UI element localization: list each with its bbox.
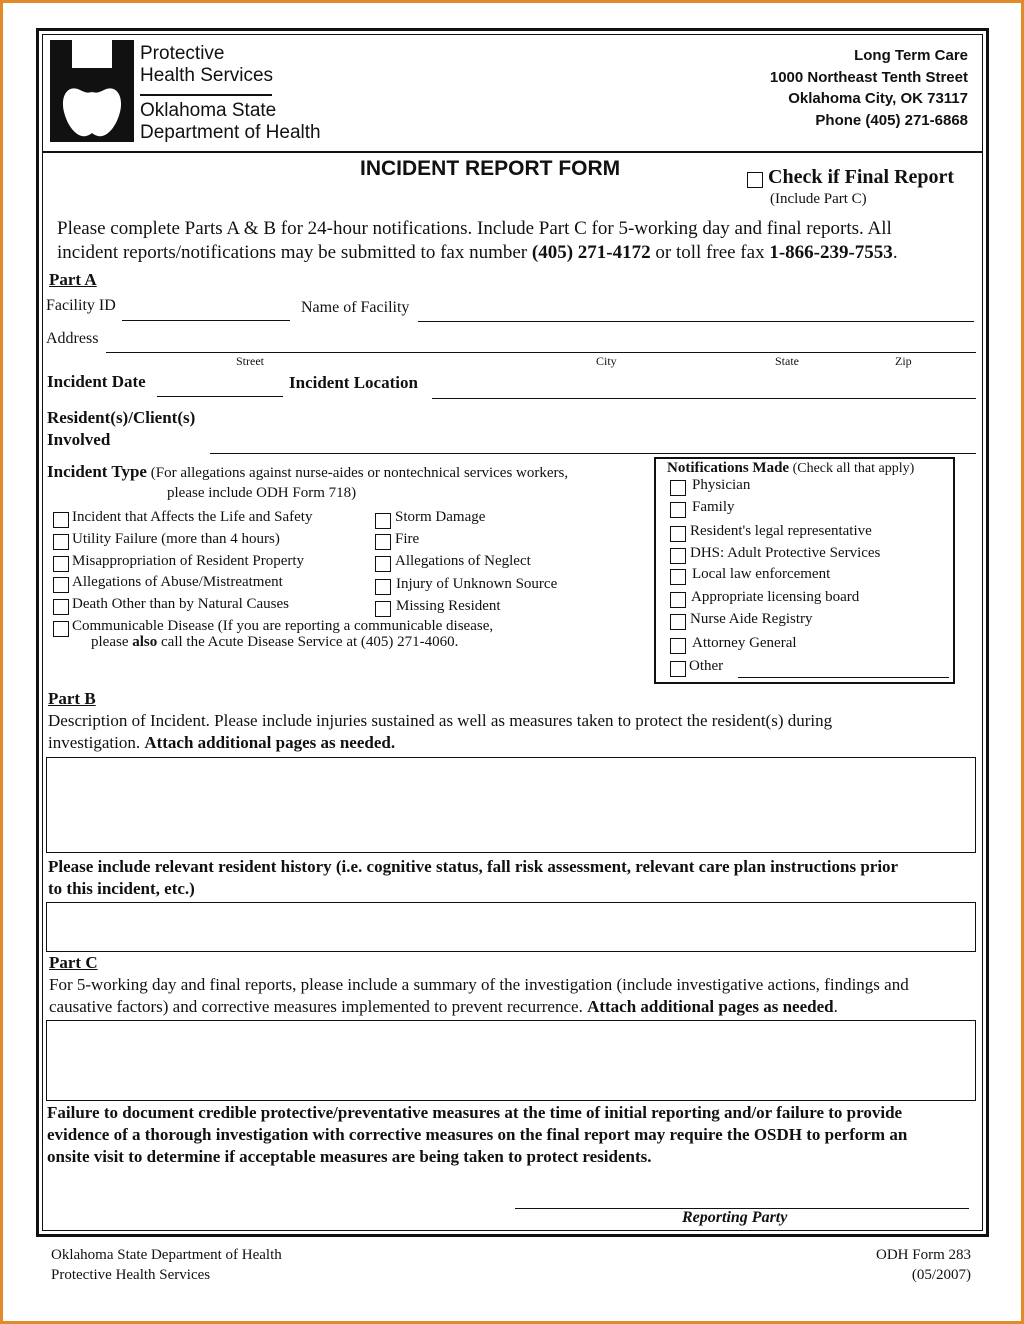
facility-name-label: Name of Facility: [301, 299, 410, 316]
notify-law-label: Local law enforcement: [692, 566, 831, 582]
incident-date-field[interactable]: [157, 396, 283, 397]
logo-line2: Health Services: [140, 65, 274, 86]
address-state-caption: State: [775, 354, 799, 368]
footer-left: [51, 1245, 282, 1285]
notifications-note: (Check all that apply): [792, 461, 915, 476]
part-c-text: [49, 974, 909, 1018]
intro-line1: Please complete Parts A & B for 24-hour notifications. Include Part C for 5-working day and final reports. All: [57, 218, 892, 239]
part-c-heading: Part C: [49, 953, 98, 972]
residents-label-line1: Resident(s)/Client(s): [47, 408, 196, 427]
intro-line2-pre: incident reports/notifications may be submitted to fax number: [57, 242, 532, 263]
contact-line1: Long Term Care: [854, 47, 968, 64]
history-prompt: [48, 856, 898, 900]
logo-line4: Department of Health: [140, 122, 321, 143]
footer-right: [876, 1245, 971, 1285]
incident-type-death-label: Death Other than by Natural Causes: [72, 596, 290, 612]
incident-type-checkbox-injury[interactable]: [375, 579, 391, 595]
part-c-line2-pre: causative factors) and corrective measures implemented to prevent recurrence.: [49, 997, 588, 1016]
incident-type-checkbox-life-safety[interactable]: [53, 512, 69, 528]
incident-type-checkbox-missing[interactable]: [375, 601, 391, 617]
address-zip-caption: Zip: [895, 354, 912, 368]
notify-checkbox-family[interactable]: [670, 502, 686, 518]
notify-physician-label: Physician: [692, 477, 751, 493]
warning-text: [47, 1102, 907, 1168]
notify-checkbox-physician[interactable]: [670, 480, 686, 496]
intro-line2-mid: or toll free fax: [650, 242, 770, 263]
incident-type-checkbox-misappropriation[interactable]: [53, 556, 69, 572]
notify-checkbox-legal-rep[interactable]: [670, 526, 686, 542]
residents-label-line2: Involved: [47, 430, 111, 449]
incident-type-missing-label: Missing Resident: [396, 598, 501, 614]
incident-type-storm-label: Storm Damage: [395, 509, 486, 525]
contact-block: [770, 45, 968, 131]
notify-attorney-label: Attorney General: [692, 635, 797, 651]
incident-type-communicable-label: Communicable Disease (If you are reporting a communicable disease,: [72, 618, 494, 634]
part-a-heading: Part A: [49, 270, 97, 289]
incident-type-note-line2: please include ODH Form 718): [167, 485, 357, 501]
residents-label: [47, 407, 195, 451]
final-report-note: (Include Part C): [770, 191, 867, 207]
incident-type-misappropriation-label: Misappropriation of Resident Property: [72, 553, 305, 569]
notify-other-label: Other: [689, 658, 724, 674]
facility-id-field[interactable]: [122, 320, 290, 321]
incident-description-textarea[interactable]: [46, 757, 976, 853]
logo-line3: Oklahoma State: [140, 100, 277, 121]
incident-type-checkbox-storm[interactable]: [375, 513, 391, 529]
reporting-party-label: Reporting Party: [682, 1209, 788, 1226]
incident-type-checkbox-neglect[interactable]: [375, 556, 391, 572]
form-title: INCIDENT REPORT FORM: [360, 157, 621, 180]
address-street-caption: Street: [236, 354, 264, 368]
incident-type-header: [47, 462, 568, 482]
address-label: Address: [46, 330, 99, 347]
incident-date-label: Incident Date: [47, 372, 146, 391]
communicable-note-pre: please: [91, 634, 133, 650]
notify-checkbox-dhs[interactable]: [670, 548, 686, 564]
notify-licensing-label: Appropriate licensing board: [691, 589, 860, 605]
warning-line2: evidence of a thorough investigation with corrective measures on the final report may require the OSDH to perform an: [47, 1125, 908, 1144]
incident-type-fire-label: Fire: [395, 531, 420, 547]
toll-free-fax: 1-866-239-7553: [769, 242, 893, 263]
incident-type-life-safety-label: Incident that Affects the Life and Safety: [72, 509, 313, 525]
address-field[interactable]: [106, 352, 976, 353]
incident-location-label: Incident Location: [289, 373, 418, 392]
history-line1: Please include relevant resident history (i.e. cognitive status, fall risk assessment, relevant care plan instructions prior: [48, 857, 899, 876]
incident-type-checkbox-abuse[interactable]: [53, 577, 69, 593]
part-b-desc-line2-bold: Attach additional pages as needed.: [144, 733, 396, 752]
part-b-desc-line2: [48, 732, 832, 754]
investigation-summary-textarea[interactable]: [46, 1020, 976, 1101]
notify-dhs-label: DHS: Adult Protective Services: [690, 545, 881, 561]
ph-logo: [50, 40, 134, 142]
apple-logo-icon: [50, 40, 134, 142]
part-c-line2-end: .: [833, 997, 838, 1016]
logo-divider: [140, 94, 272, 96]
logo-text-block: [140, 43, 273, 87]
footer-left-line1: Oklahoma State Department of Health: [51, 1247, 282, 1263]
notify-family-label: Family: [692, 499, 735, 515]
contact-line4: Phone (405) 271-6868: [815, 111, 968, 129]
incident-type-checkbox-communicable[interactable]: [53, 621, 69, 637]
address-city-caption: City: [596, 354, 617, 368]
intro-line2: [57, 241, 969, 265]
notify-checkbox-other[interactable]: [670, 661, 686, 677]
part-c-line2-bold: Attach additional pages as needed: [587, 997, 834, 1016]
communicable-note: [91, 634, 458, 651]
incident-type-checkbox-fire[interactable]: [375, 534, 391, 550]
logo-line1: Protective: [140, 43, 225, 64]
footer-left-line2: Protective Health Services: [51, 1267, 211, 1283]
part-c-line1: For 5-working day and final reports, please include a summary of the investigation (include investigative actions, findings and: [49, 975, 909, 994]
history-line2: to this incident, etc.): [48, 879, 195, 898]
fax-number: (405) 271-4172: [531, 242, 651, 263]
footer-form-number: ODH Form 283: [875, 1247, 971, 1263]
notify-checkbox-attorney[interactable]: [670, 638, 686, 654]
final-report-label: Check if Final Report: [768, 166, 955, 188]
intro-line2-end: .: [892, 242, 898, 263]
intro-text: [57, 217, 969, 265]
facility-name-field[interactable]: [418, 321, 974, 322]
final-report-checkbox[interactable]: [747, 172, 763, 188]
incident-type-checkbox-death[interactable]: [53, 599, 69, 615]
part-b-desc-line2-pre: investigation.: [48, 733, 145, 752]
communicable-note-bold: also: [132, 634, 158, 650]
incident-type-abuse-label: Allegations of Abuse/Mistreatment: [72, 574, 283, 590]
resident-history-textarea[interactable]: [46, 902, 976, 952]
residents-field[interactable]: [210, 453, 976, 454]
notify-nurse-aide-label: Nurse Aide Registry: [690, 611, 813, 627]
incident-type-label: Incident Type: [47, 462, 147, 481]
incident-location-field[interactable]: [432, 398, 976, 399]
notifications-header: [667, 460, 914, 477]
warning-line3: onsite visit to determine if acceptable measures are being taken to protect residents.: [47, 1147, 652, 1166]
notify-checkbox-nurse-aide[interactable]: [670, 614, 686, 630]
contact-line3: Oklahoma City, OK 73117: [788, 90, 968, 107]
incident-type-injury-label: Injury of Unknown Source: [396, 576, 558, 592]
part-c-line2: [49, 996, 909, 1018]
warning-line1: Failure to document credible protective/preventative measures at the time of initial reporting and/or failure to provide: [47, 1103, 903, 1122]
part-b-description: [48, 710, 832, 754]
header-divider: [42, 151, 983, 153]
notifications-label: Notifications Made: [667, 460, 790, 476]
part-b-desc-line1: Description of Incident. Please include injuries sustained as well as measures taken to protect the resident(s) during: [48, 711, 833, 730]
facility-id-label: Facility ID: [46, 297, 116, 314]
incident-type-utility-label: Utility Failure (more than 4 hours): [72, 531, 280, 547]
notify-checkbox-licensing[interactable]: [670, 592, 686, 608]
logo-text-block-2: [140, 100, 321, 144]
incident-type-checkbox-utility[interactable]: [53, 534, 69, 550]
communicable-note-post: call the Acute Disease Service at (405) 271-4060.: [157, 634, 459, 650]
notify-other-field[interactable]: [738, 677, 949, 678]
footer-form-date: (05/2007): [911, 1267, 971, 1283]
notify-legal-rep-label: Resident's legal representative: [690, 523, 872, 539]
notify-checkbox-law[interactable]: [670, 569, 686, 585]
incident-type-note-line1: (For allegations against nurse-aides or nontechnical services workers,: [150, 465, 569, 481]
contact-line2: 1000 Northeast Tenth Street: [769, 68, 968, 86]
incident-type-neglect-label: Allegations of Neglect: [395, 553, 531, 569]
part-b-heading: Part B: [48, 689, 96, 708]
